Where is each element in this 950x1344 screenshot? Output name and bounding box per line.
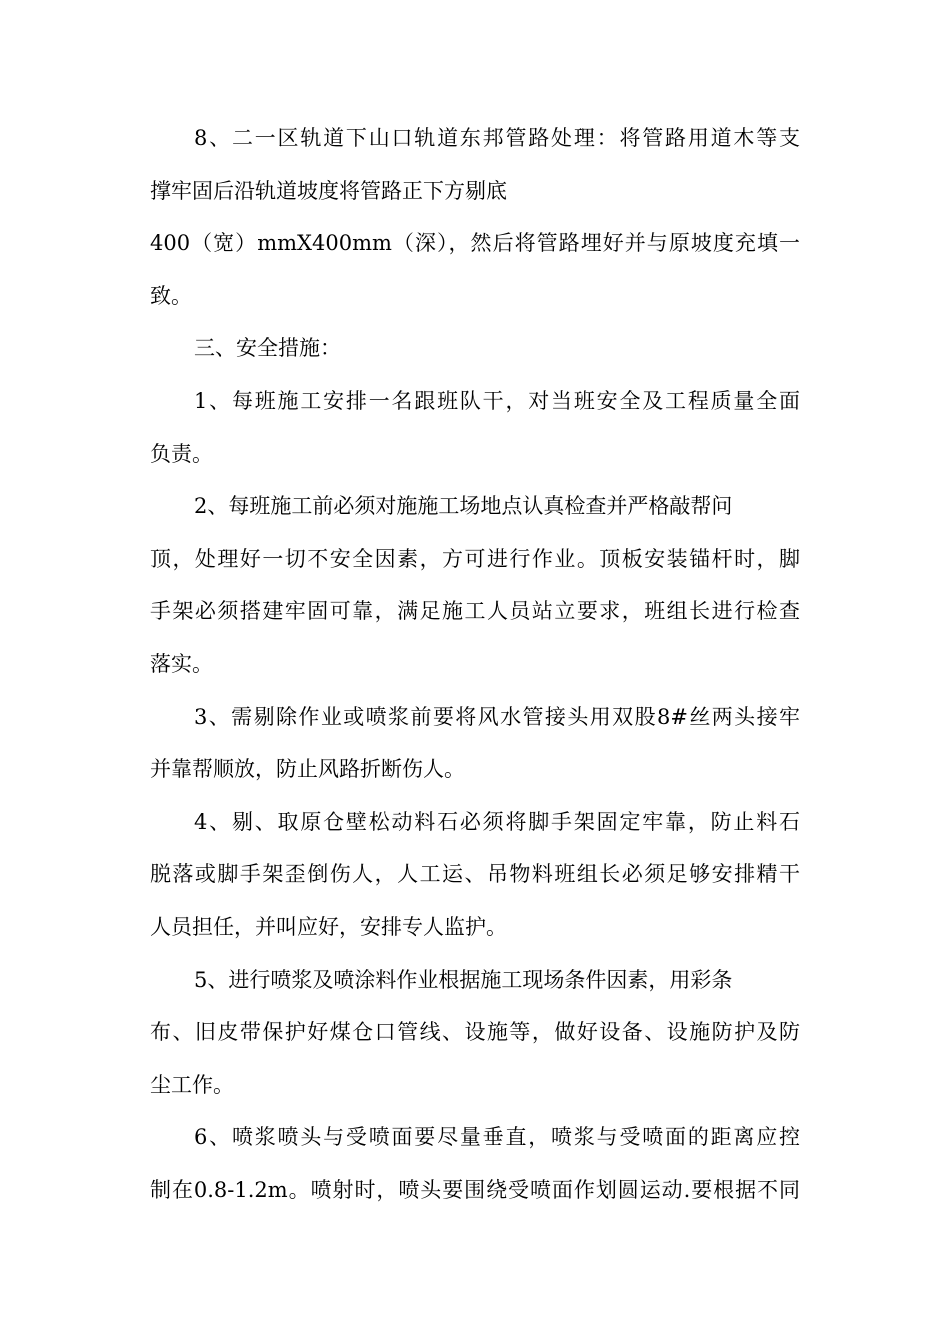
text-line-14: 4、剔、取原仓壁松动料石必须将脚手架固定牢靠，防止料石	[194, 809, 800, 834]
text-line-13: 并靠帮顺放，防止风路折断伤人。	[150, 757, 465, 782]
text-line-4: 致。	[150, 283, 192, 308]
text-line-21: 制在0.8-1.2m。喷射时，喷头要围绕受喷面作划圆运动.要根据不同	[150, 1177, 800, 1202]
text-line-7: 负责。	[150, 441, 213, 466]
section-heading-safety: 三、安全措施：	[194, 336, 341, 361]
document-body	[150, 112, 800, 1216]
text-line-10: 手架必须搭建牢固可靠，满足施工人员站立要求，班组长进行检查	[150, 599, 800, 624]
text-line-18: 布、旧皮带保护好煤仓口管线、设施等，做好设备、设施防护及防	[150, 1020, 800, 1045]
text-line-20: 6、喷浆喷头与受喷面要尽量垂直，喷浆与受喷面的距离应控	[194, 1125, 800, 1150]
text-line-11: 落实。	[150, 651, 213, 676]
text-line-9: 顶，处理好一切不安全因素，方可进行作业。顶板安装锚杆时，脚	[150, 546, 800, 571]
text-line-16: 人员担任，并叫应好，安排专人监护。	[150, 914, 507, 939]
text-line-3: 400（宽）mmX400mm（深），然后将管路埋好并与原坡度充填一	[150, 231, 800, 256]
text-line-6: 1、每班施工安排一名跟班队干，对当班安全及工程质量全面	[194, 388, 800, 413]
text-line-17: 5、进行喷浆及喷涂料作业根据施工现场条件因素，用彩条	[194, 967, 733, 992]
text-line-12: 3、需剔除作业或喷浆前要将风水管接头用双股8#丝两头接牢	[194, 704, 800, 729]
text-line-8: 2、每班施工前必须对施施工场地点认真检查并严格敲帮问	[194, 494, 733, 519]
text-line-1: 8、二一区轨道下山口轨道东邦管路处理：将管路用道木等支	[194, 126, 800, 150]
text-line-19: 尘工作。	[150, 1072, 234, 1097]
text-line-2: 撑牢固后沿轨道坡度将管路正下方剔底	[150, 178, 507, 203]
text-line-15: 脱落或脚手架歪倒伤人，人工运、吊物料班组长必须足够安排精干	[150, 862, 800, 887]
